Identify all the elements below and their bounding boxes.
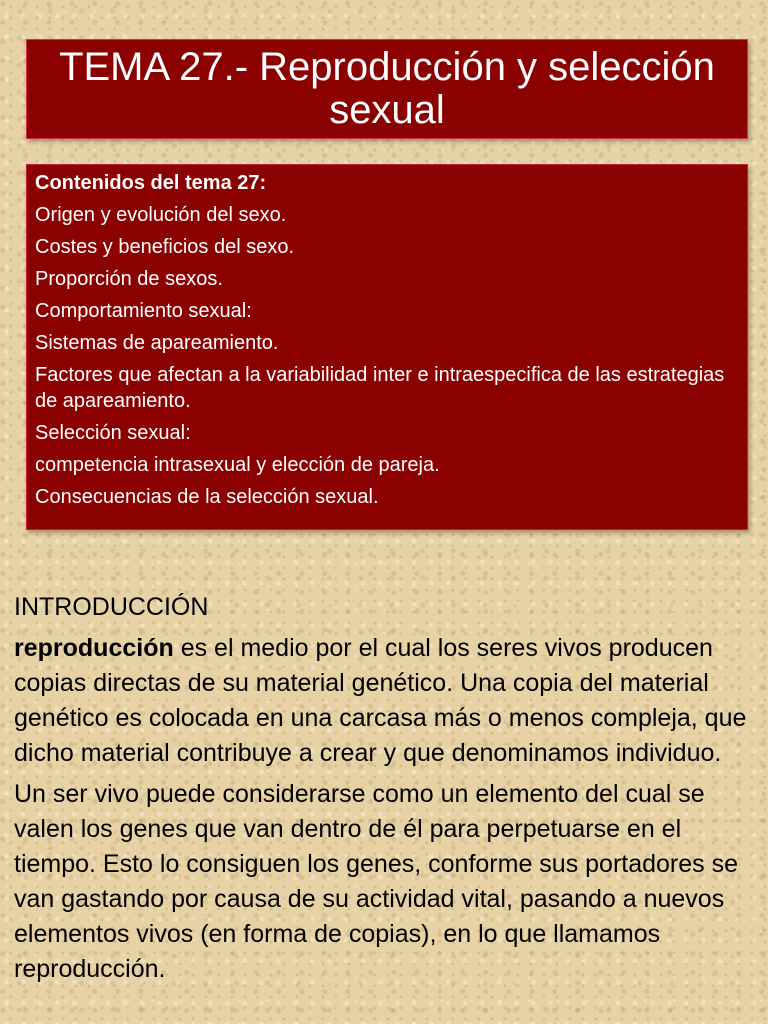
title-box <box>26 39 748 139</box>
contents-item: Sistemas de apareamiento. <box>35 332 279 354</box>
contents-item: Costes y beneficios del sexo. <box>35 236 295 258</box>
contents-item: Proporción de sexos. <box>35 268 223 290</box>
contents-heading: Contenidos del tema 27: <box>35 172 267 194</box>
contents-item: Selección sexual: <box>35 422 191 444</box>
contents-box <box>26 164 748 530</box>
introduction-section <box>14 590 759 993</box>
contents-item: competencia intrasexual y elección de pareja. <box>35 454 440 476</box>
contents-item: Origen y evolución del sexo. <box>35 204 287 226</box>
page-title: TEMA 27.- Reproducción y selección sexual <box>59 45 715 132</box>
key-term: reproducción <box>14 634 174 662</box>
contents-list <box>35 202 739 510</box>
paragraph-text: es el medio por el cual los seres vivos producen copias directas de su material genético. Una copia del material genético es colocada en una carcasa más o menos compleja, que dicho material contribuye a crear y que denominamos individuo. <box>14 634 747 767</box>
contents-item: Comportamiento sexual: <box>35 300 252 322</box>
introduction-paragraph: Un ser vivo puede considerarse como un elemento del cual se valen los genes que van dentro de él para perpetuarse en el tiempo. Esto lo consiguen los genes, conforme sus portadores se van gastando por causa de su actividad vital, pasando a nuevos elementos vivos (en forma de copias), en lo que llamamos reproducción. <box>14 780 739 983</box>
contents-item: Consecuencias de la selección sexual. <box>35 486 379 508</box>
contents-item: Factores que afectan a la variabilidad inter e intraespecifica de las estrategias de apareamiento. <box>35 364 725 412</box>
introduction-paragraph <box>14 631 759 771</box>
introduction-heading: INTRODUCCIÓN <box>14 593 209 621</box>
